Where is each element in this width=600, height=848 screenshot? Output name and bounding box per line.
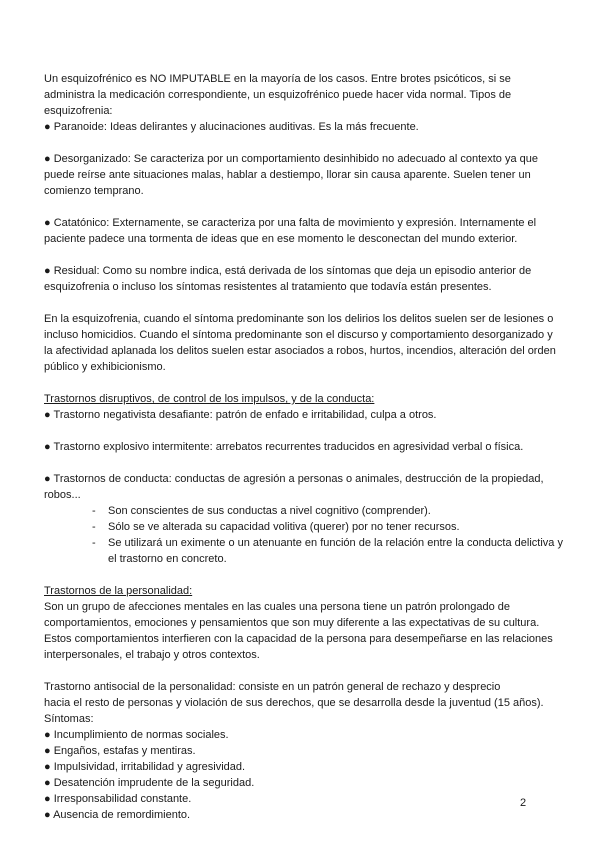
delitos-paragraph: En la esquizofrenia, cuando el síntoma predominante son los delirios los delitos suelen ser de lesiones o incluso homicidios. Cuando el síntoma predominante son el discurso y comportamiento desorganizado y la afectividad aplanada los delitos suelen estar asociados a robos, hurtos, incendios, alteración del orden público y exhibicionismo. — [44, 313, 556, 373]
personalidad-heading: Trastornos de la personalidad: — [44, 585, 193, 597]
sintoma-item: ● Impulsividad, irritabilidad y agresividad. — [44, 761, 246, 773]
dash-list-item: - Se utilizará un eximente o un atenuante en función de la relación entre la conducta delictiva y el trastorno en concreto. — [92, 535, 564, 567]
residual-item: ● Residual: Como su nombre indica, está derivada de los síntomas que deja un episodio anterior de esquizofrenia o incluso los síntomas resistentes al tratamiento que todavía están presentes. — [44, 265, 532, 293]
catatonico-item: ● Catatónico: Externamente, se caracteriza por una falta de movimiento y expresión. Internamente el paciente padece una tormenta de ideas que en ese momento le desconectan del mundo exterior. — [44, 217, 537, 245]
desorganizado-item: ● Desorganizado: Se caracteriza por un comportamiento desinhibido no adecuado al contexto ya que puede reírse ante situaciones malas, hablar a destiempo, llorar sin causa aparente. Suelen tener un comienzo temprano. — [44, 153, 539, 197]
sintoma-item: ● Desatención imprudente de la seguridad. — [44, 777, 255, 789]
conducta-item: ● Trastornos de conducta: conductas de agresión a personas o animales, destrucción de la propiedad, robos... — [44, 473, 544, 501]
page-number: 2 — [520, 797, 527, 809]
sintoma-item: ● Irresponsabilidad constante. — [44, 793, 192, 805]
document-page — [44, 71, 564, 823]
explosivo-item: ● Trastorno explosivo intermitente: arrebatos recurrentes traducidos en agresividad verbal o física. — [44, 441, 524, 453]
sintoma-item: ● Incumplimiento de normas sociales. — [44, 729, 229, 741]
antisocial-line: hacia el resto de personas y violación de sus derechos, que se desarrolla desde la juventud (15 años). — [44, 697, 544, 709]
dash-list-item: - Son conscientes de sus conductas a nivel cognitivo (comprender). — [92, 503, 564, 519]
intro-paragraph: Un esquizofrénico es NO IMPUTABLE en la mayoría de los casos. Entre brotes psicóticos, si se administra la medicación correspondiente, un esquizofrénico puede hacer vida normal. Tipos de esquizofrenia: — [44, 73, 512, 117]
antisocial-line: Trastorno antisocial de la personalidad: consiste en un patrón general de rechazo y desprecio — [44, 681, 501, 693]
disruptivos-heading: Trastornos disruptivos, de control de los impulsos, y de la conducta: — [44, 393, 375, 405]
paranoide-item: ● Paranoide: Ideas delirantes y alucinaciones auditivas. Es la más frecuente. — [44, 121, 419, 133]
negativista-item: ● Trastorno negativista desafiante: patrón de enfado e irritabilidad, culpa a otros. — [44, 409, 437, 421]
personalidad-paragraph: Son un grupo de afecciones mentales en las cuales una persona tiene un patrón prolongado de comportamientos, emociones y pensamientos que son muy diferente a las expectativas de su cultura. Estos comportamientos interfieren con la capacidad de la persona para desempeñarse en las relaciones interpersonales, el trabajo y otros contextos. — [44, 601, 553, 661]
sintomas-label: Síntomas: — [44, 713, 94, 725]
sintoma-item: ● Ausencia de remordimiento. — [44, 809, 191, 821]
conducta-dash-list — [44, 503, 564, 567]
dash-list-item: - Sólo se ve alterada su capacidad volitiva (querer) por no tener recursos. — [92, 519, 564, 535]
sintoma-item: ● Engaños, estafas y mentiras. — [44, 745, 196, 757]
